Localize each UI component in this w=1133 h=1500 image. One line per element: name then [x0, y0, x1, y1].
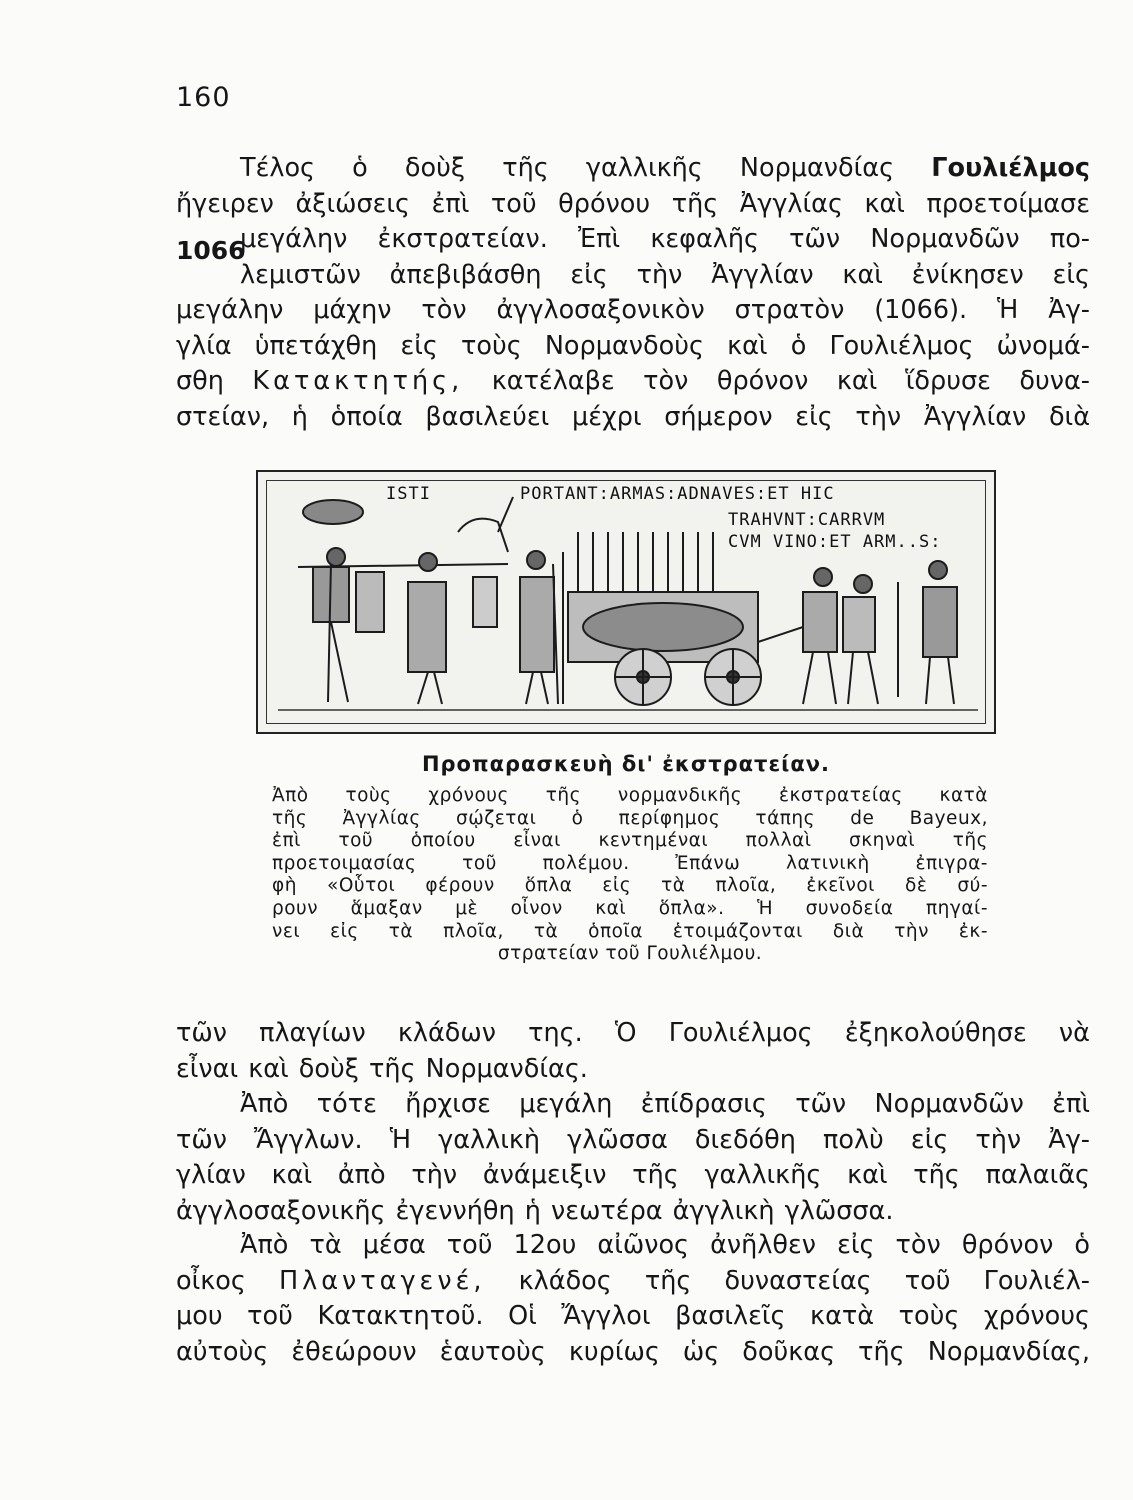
margin-year-note: 1066 [176, 236, 246, 265]
text-line: Ἀπὸ τότε ἤρχισε μεγάλη ἐπίδρασις τῶν Νορμανδῶν ἐπὶ [240, 1089, 1090, 1119]
text-span: σθη [176, 366, 253, 396]
spaced-word: Κατακτητής, [252, 366, 464, 396]
text-line: Ἀπὸ τὰ μέσα τοῦ 12ου αἰῶνος ἀνῆλθεν εἰς τὸν θρόνον ὁ [240, 1230, 1090, 1260]
caption-line: ρουν ἅμαξαν μὲ οἶνον καὶ ὅπλα». Ἡ συνοδεία πηγαί- [272, 897, 988, 919]
figure-caption [272, 785, 988, 966]
bold-name: Γουλιέλμος [931, 153, 1090, 183]
figure-title: Προπαρασκευὴ δι' ἐκστρατείαν. [421, 752, 831, 776]
text-line: εἶναι καὶ δοὺξ τῆς Νορμανδίας. [176, 1053, 588, 1084]
caption-line: ἐπὶ τοῦ ὁποίου εἶναι κεντημέναι πολλαὶ σκηναὶ τῆς [272, 830, 988, 852]
text-line: μεγάλην ἐκστρατείαν. Ἐπὶ κεφαλῆς τῶν Νορμανδῶν πο- [240, 224, 1090, 254]
paragraph-2 [176, 1016, 1090, 1087]
text-line [176, 364, 1090, 400]
text-span: οἶκος [176, 1265, 279, 1296]
caption-line: Ἀπὸ τοὺς χρόνους τῆς νορμανδικῆς ἐκστρατείας κατὰ [272, 785, 988, 806]
text-span: κατέλαβε τὸν θρόνον καὶ ἵδρυσε δυνα- [463, 366, 1091, 396]
text-line: γλία ὑπετάχθη εἰς τοὺς Νορμανδοὺς καὶ ὁ Γουλιέλμος ὠνομά- [176, 330, 1090, 361]
text-line: τῶν Ἄγγλων. Ἡ γαλλικὴ γλῶσσα διεδόθη πολὺ εἰς τὴν Ἀγ- [176, 1124, 1090, 1155]
caption-line: νει εἰς τὰ πλοῖα, τὰ ὁποῖα ἑτοιμάζονται διὰ τὴν ἐκ- [272, 920, 988, 942]
text-line [176, 151, 1090, 187]
paragraph-3 [176, 1087, 1090, 1229]
caption-line: στρατείαν τοῦ Γουλιέλμου. [497, 943, 763, 965]
caption-line: φὴ «Οὗτοι φέρουν ὅπλα εἰς τὰ πλοῖα, ἐκεῖνοι δὲ σύ- [272, 875, 988, 897]
inscription-line: TRAHVNT:CARRVM [728, 510, 886, 530]
tapestry-illustration [258, 472, 998, 736]
inscription-line: CVM VINO:ET ARM..S: [728, 532, 942, 552]
text-line: μου τοῦ Κατακτητοῦ. Οἱ Ἄγγλοι βασιλεῖς κατὰ τοὺς χρόνους [176, 1301, 1090, 1331]
text-span: κλάδος τῆς δυναστείας τοῦ Γουλιέλ- [485, 1265, 1090, 1296]
spaced-word: Πλανταγενέ, [278, 1265, 486, 1296]
inscription-line: PORTANT:ARMAS:ADNAVES:ET HIC [520, 484, 835, 504]
text-line: στείαν, ἡ ὁποία βασιλεύει μέχρι σήμερον εἰς τὴν Ἀγγλίαν διὰ [176, 401, 1090, 432]
text-span: Τέλος ὁ δοὺξ τῆς γαλλικῆς Νορμανδίας [240, 153, 932, 183]
inscription-line: ISTI [386, 484, 431, 504]
text-line: μεγάλην μάχην τὸν ἀγγλοσαξονικὸν στρατὸν (1066). Ἡ Ἀγ- [176, 295, 1090, 325]
text-line: ἤγειρεν ἀξιώσεις ἐπὶ τοῦ θρόνου τῆς Ἀγγλίας καὶ προετοίμασε [176, 188, 1090, 219]
bayeux-tapestry-figure [256, 470, 996, 734]
page-number: 160 [176, 82, 231, 113]
caption-line: τῆς Ἀγγλίας σῴζεται ὁ περίφημος τάπης de Bayeux, [272, 807, 988, 829]
caption-line: προετοιμασίας τοῦ πολέμου. Ἐπάνω λατινικὴ ἐπιγρα- [272, 852, 988, 874]
paragraph-4 [176, 1228, 1090, 1370]
text-line: αὐτοὺς ἐθεώρουν ἑαυτοὺς κυρίως ὡς δοῦκας τῆς Νορμανδίας, [176, 1336, 1090, 1367]
text-line [176, 1264, 1090, 1300]
text-line: τῶν πλαγίων κλάδων της. Ὁ Γουλιέλμος ἐξηκολούθησε νὰ [176, 1018, 1090, 1048]
paragraph-1 [176, 151, 1090, 435]
text-line: ἀγγλοσαξονικῆς ἐγεννήθη ἡ νεωτέρα ἀγγλικὴ γλῶσσα. [176, 1195, 894, 1226]
text-line: γλίαν καὶ ἀπὸ τὴν ἀνάμειξιν τῆς γαλλικῆς καὶ τῆς παλαιᾶς [176, 1160, 1090, 1190]
text-line: λεμιστῶν ἀπεβιβάσθη εἰς τὴν Ἀγγλίαν καὶ ἐνίκησεν εἰς [240, 259, 1090, 290]
